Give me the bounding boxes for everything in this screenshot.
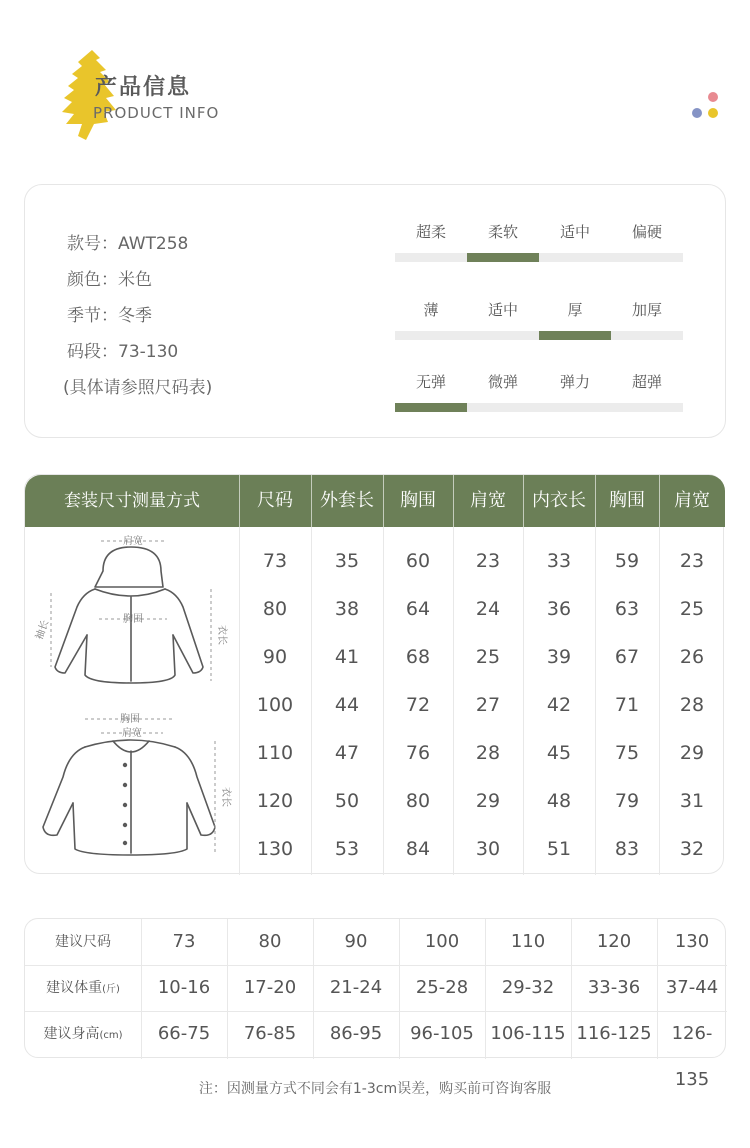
table-cell: 67 — [614, 646, 640, 668]
table-cell: 60 — [405, 550, 431, 572]
table-cell: 39 — [546, 646, 572, 668]
table-cell: 25 — [679, 598, 705, 620]
table-cell: 28 — [679, 694, 705, 716]
section-header — [0, 0, 750, 170]
row-label-text: 建议身高 — [43, 1026, 100, 1042]
info-color: 颜色：米色 — [67, 270, 152, 290]
divider — [523, 475, 524, 527]
divider — [453, 475, 454, 527]
recommend-cell: 80 — [258, 931, 282, 952]
table-cell: 25 — [475, 646, 501, 668]
header-cell: 外套长 — [320, 490, 374, 511]
recommend-cell: 17-20 — [243, 977, 297, 998]
table-cell: 120 — [256, 790, 294, 812]
size-table — [24, 474, 724, 874]
table-cell: 83 — [614, 838, 640, 860]
recommend-cell: 73 — [172, 931, 196, 952]
decor-dot-pink — [708, 92, 718, 102]
elasticity-scale — [395, 371, 683, 412]
table-cell: 42 — [546, 694, 572, 716]
table-cell: 64 — [405, 598, 431, 620]
scale-fill — [467, 253, 539, 262]
scale-label: 超弹 — [631, 373, 662, 391]
size-table-title: 套装尺寸测量方式 — [64, 491, 200, 511]
recommend-cell: 21-24 — [329, 977, 383, 998]
row-label-text: 建议体重 — [46, 980, 103, 996]
table-cell: 41 — [334, 646, 360, 668]
scale-bar — [395, 331, 683, 340]
recommend-row-label — [25, 1011, 141, 1057]
scale-label: 厚 — [567, 301, 583, 319]
table-cell: 45 — [546, 742, 572, 764]
info-size-range: 码段：73-130 — [67, 342, 179, 362]
divider — [25, 1011, 727, 1012]
divider — [313, 919, 314, 1059]
recommend-cell: 106-115 — [490, 1023, 566, 1044]
table-cell: 110 — [256, 742, 294, 764]
table-cell: 51 — [546, 838, 572, 860]
table-cell: 31 — [679, 790, 705, 812]
divider — [227, 919, 228, 1059]
table-cell: 59 — [614, 550, 640, 572]
divider — [25, 965, 727, 966]
footnote: 注：因测量方式不同会有1-3cm误差，购买前可咨询客服 — [198, 1081, 552, 1097]
section-title: 产品信息 — [95, 75, 192, 100]
scale-fill — [539, 331, 611, 340]
scale-label: 适中 — [559, 223, 590, 241]
header-cell: 胸围 — [609, 490, 645, 511]
label-shoulder: 肩宽 — [122, 728, 142, 739]
row-label-unit: (斤) — [102, 984, 120, 995]
table-cell: 47 — [334, 742, 360, 764]
recommend-cell: 100 — [424, 931, 460, 952]
table-cell: 130 — [256, 838, 294, 860]
table-cell: 71 — [614, 694, 640, 716]
thickness-scale — [395, 299, 683, 340]
label-sleeve: 袖长 — [34, 618, 52, 642]
table-cell: 84 — [405, 838, 431, 860]
table-cell: 30 — [475, 838, 501, 860]
table-cell: 48 — [546, 790, 572, 812]
product-info-card — [24, 184, 726, 438]
table-cell: 68 — [405, 646, 431, 668]
table-cell: 90 — [262, 646, 288, 668]
scale-label: 偏硬 — [631, 223, 662, 241]
recommend-cell: 90 — [344, 931, 368, 952]
table-cell: 38 — [334, 598, 360, 620]
recommend-cell: 86-95 — [329, 1023, 383, 1044]
divider — [383, 475, 384, 527]
table-cell: 36 — [546, 598, 572, 620]
recommend-cell: 126-135 — [671, 1023, 713, 1090]
header-cell: 肩宽 — [470, 490, 506, 511]
scale-label: 适中 — [487, 301, 518, 319]
recommend-cell: 76-85 — [243, 1023, 297, 1044]
scale-label: 弹力 — [559, 373, 590, 391]
divider — [485, 919, 486, 1059]
info-size-note: (具体请参照尺码表) — [63, 378, 213, 398]
table-cell: 100 — [256, 694, 294, 716]
scale-bar — [395, 403, 683, 412]
table-cell: 35 — [334, 550, 360, 572]
recommend-cell: 25-28 — [415, 977, 469, 998]
table-cell: 73 — [262, 550, 288, 572]
table-cell: 28 — [475, 742, 501, 764]
scale-label: 无弹 — [415, 373, 446, 391]
table-cell: 27 — [475, 694, 501, 716]
recommend-cell: 66-75 — [157, 1023, 211, 1044]
table-cell: 63 — [614, 598, 640, 620]
table-cell: 44 — [334, 694, 360, 716]
label-chest: 胸围 — [123, 614, 143, 625]
recommend-row-label — [25, 919, 141, 965]
table-cell: 80 — [405, 790, 431, 812]
divider — [239, 475, 240, 527]
scale-label: 超柔 — [415, 223, 446, 241]
divider — [595, 475, 596, 527]
scale-bar — [395, 253, 683, 262]
table-cell: 29 — [475, 790, 501, 812]
label-chest: 胸围 — [120, 714, 140, 725]
size-table-header — [25, 475, 725, 527]
recommend-cell: 120 — [596, 931, 632, 952]
divider — [311, 475, 312, 527]
scale-label: 柔软 — [487, 223, 518, 241]
table-cell: 32 — [679, 838, 705, 860]
recommend-row-label — [25, 965, 141, 1011]
table-cell: 79 — [614, 790, 640, 812]
row-label-unit: (cm) — [99, 1030, 123, 1041]
recommend-cell: 33-36 — [587, 977, 641, 998]
header-cell: 内衣长 — [532, 490, 586, 511]
divider — [399, 919, 400, 1059]
decor-dot-blue — [692, 108, 702, 118]
scale-label: 加厚 — [631, 301, 662, 319]
table-cell: 33 — [546, 550, 572, 572]
label-length: 衣长 — [216, 625, 227, 645]
table-cell: 23 — [475, 550, 501, 572]
scale-label: 微弹 — [487, 373, 518, 391]
table-cell: 26 — [679, 646, 705, 668]
recommend-cell: 130 — [674, 931, 710, 952]
divider — [657, 919, 658, 1059]
table-cell: 23 — [679, 550, 705, 572]
info-style-no: 款号：AWT258 — [67, 234, 189, 254]
table-cell: 24 — [475, 598, 501, 620]
recommend-cell: 29-32 — [501, 977, 555, 998]
table-cell: 76 — [405, 742, 431, 764]
table-cell: 50 — [334, 790, 360, 812]
table-cell: 75 — [614, 742, 640, 764]
header-cell: 尺码 — [257, 490, 293, 511]
info-season: 季节：冬季 — [67, 306, 152, 326]
divider — [571, 919, 572, 1059]
decor-dot-yellow — [708, 108, 718, 118]
scale-label: 薄 — [423, 301, 439, 319]
recommend-cell: 10-16 — [157, 977, 211, 998]
softness-scale — [395, 221, 683, 262]
recommend-cell: 116-125 — [576, 1023, 652, 1044]
row-label-text: 建议尺码 — [55, 934, 111, 950]
recommend-cell: 96-105 — [410, 1023, 474, 1044]
header-cell: 肩宽 — [674, 490, 710, 511]
table-cell: 72 — [405, 694, 431, 716]
divider — [141, 919, 142, 1059]
recommend-cell: 37-44 — [665, 977, 719, 998]
measurement-diagram — [25, 527, 239, 875]
label-length: 衣长 — [220, 787, 231, 807]
table-cell: 53 — [334, 838, 360, 860]
header-cell: 胸围 — [400, 490, 436, 511]
label-shoulder: 肩宽 — [123, 536, 143, 547]
divider — [659, 475, 660, 527]
recommend-cell: 110 — [510, 931, 546, 952]
section-subtitle: PRODUCT INFO — [93, 104, 220, 122]
table-cell: 29 — [679, 742, 705, 764]
table-cell: 80 — [262, 598, 288, 620]
scale-fill — [395, 403, 467, 412]
